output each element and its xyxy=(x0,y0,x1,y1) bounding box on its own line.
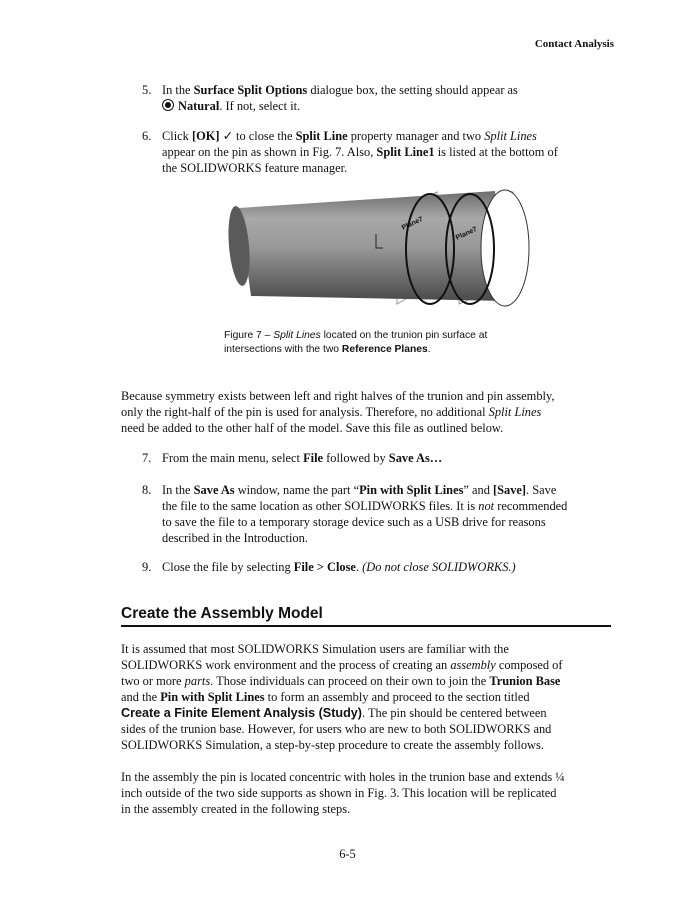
page-number: 6-5 xyxy=(339,847,356,861)
step-8 xyxy=(142,482,612,548)
caption-line-2: intersections with the two Reference Planes. xyxy=(224,344,431,355)
step-number: 9. xyxy=(142,560,152,574)
step-5 xyxy=(142,82,582,116)
para2-line-3: two or more parts. Those individuals can proceed on their own to join the Trunion Base xyxy=(121,674,561,688)
para1-line-2: only the right-half of the pin is used for analysis. Therefore, no additional Split Lines xyxy=(121,405,542,419)
section-rule xyxy=(121,625,611,627)
step-5-line-2: Natural. If not, select it. xyxy=(162,98,582,114)
section-title: Create the Assembly Model xyxy=(121,605,323,622)
para2-line-6: sides of the trunion base. However, for users who are new to both SOLIDWORKS and xyxy=(121,722,552,736)
cylinder-body xyxy=(239,191,507,301)
step-7: 7. From the main menu, select File followed by Save As… xyxy=(142,451,443,465)
plane-label-2: Plane7 xyxy=(454,225,479,242)
step-8-line-2: the file to the same location as other SOLIDWORKS files. It is not recommended xyxy=(162,499,568,513)
step-8-line-3: to save the file to a temporary storage device such as a USB drive for reasons xyxy=(162,515,546,529)
step-number: 8. xyxy=(142,483,152,497)
para3-line-1: In the assembly the pin is located concentric with holes in the trunion base and extends ¼ xyxy=(121,770,565,784)
caption-line-1: Figure 7 – Split Lines located on the trunion pin surface at xyxy=(224,330,488,341)
para3-line-3: in the assembly created in the following steps. xyxy=(121,802,351,816)
step-9: 9. Close the file by selecting File > Close. (Do not close SOLIDWORKS.) xyxy=(142,560,516,574)
para1-line-1: Because symmetry exists between left and right halves of the trunion and pin assembly, xyxy=(121,389,555,403)
step-6 xyxy=(142,128,612,178)
para3-line-2: inch outside of the two side supports as shown in Fig. 3. This location will be replicated xyxy=(121,786,557,800)
figure-7-pin-image xyxy=(225,186,535,331)
paragraph-symmetry xyxy=(121,388,621,436)
step-8-line-4: described in the Introduction. xyxy=(162,531,308,545)
step-5-line-1: In the Surface Split Options dialogue box, the setting should appear as xyxy=(162,83,518,97)
para2-line-4: and the Pin with Split Lines to form an assembly and proceed to the section titled xyxy=(121,690,530,704)
para2-line-7: SOLIDWORKS Simulation, a step-by-step procedure to create the assembly follows. xyxy=(121,738,544,752)
step-number: 7. xyxy=(142,451,152,465)
para2-line-1: It is assumed that most SOLIDWORKS Simulation users are familiar with the xyxy=(121,642,509,656)
figure-7-caption xyxy=(224,329,544,357)
step-number: 5. xyxy=(142,83,152,97)
step-number: 6. xyxy=(142,129,152,143)
paragraph-assembly-intro xyxy=(121,641,621,753)
paragraph-pin-location xyxy=(121,769,621,817)
running-header: Contact Analysis xyxy=(534,38,614,50)
step-6-line-3: the SOLIDWORKS feature manager. xyxy=(162,161,348,175)
para2-line-5: Create a Finite Element Analysis (Study). The pin should be centered between xyxy=(121,706,547,720)
cylinder-right-end xyxy=(481,190,529,306)
cylinder-pin-illustration xyxy=(225,186,535,326)
step-8-line-1: In the Save As window, name the part “Pin with Split Lines” and [Save]. Save xyxy=(162,483,557,497)
step-6-line-2: appear on the pin as shown in Fig. 7. Also, Split Line1 is listed at the bottom of xyxy=(162,145,558,159)
step-6-line-1: Click [OK] ✓ to close the Split Line property manager and two Split Lines xyxy=(162,129,537,143)
radio-selected-icon xyxy=(162,99,174,111)
plane-label-1: Plane7 xyxy=(400,215,425,232)
para2-line-2: SOLIDWORKS work environment and the process of creating an assembly composed of xyxy=(121,658,563,672)
para1-line-3: need be added to the other half of the model. Save this file as outlined below. xyxy=(121,421,504,435)
